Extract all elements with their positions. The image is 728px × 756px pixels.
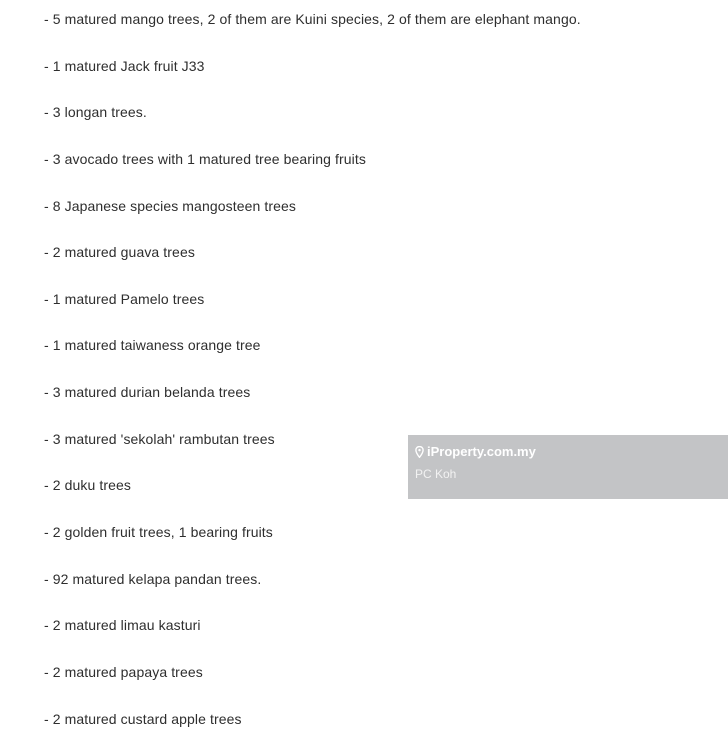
list-item: - 3 matured 'sekolah' rambutan trees xyxy=(44,430,275,447)
list-item: - 3 longan trees. xyxy=(44,104,147,121)
list-item: - 2 golden fruit trees, 1 bearing fruits xyxy=(44,524,273,541)
list-item: - 3 avocado trees with 1 matured tree bearing fruits xyxy=(44,150,366,167)
list-item: - 8 Japanese species mangosteen trees xyxy=(44,197,296,214)
list-item: - 1 matured Jack fruit J33 xyxy=(44,57,205,74)
list-item: - 92 matured kelapa pandan trees. xyxy=(44,570,262,587)
list-item: - 5 matured mango trees, 2 of them are Kuini species, 2 of them are elephant mango. xyxy=(44,11,581,27)
watermark-brand xyxy=(415,444,728,460)
list-item: - 2 matured guava trees xyxy=(44,244,195,261)
list-item: - 2 matured papaya trees xyxy=(44,663,203,680)
watermark-brand-text: iProperty.com.my xyxy=(427,444,536,459)
location-pin-icon xyxy=(415,446,424,458)
list-item: - 1 matured taiwaness orange tree xyxy=(44,337,261,354)
list-item: - 3 matured durian belanda trees xyxy=(44,384,251,401)
list-item: - 2 duku trees xyxy=(44,477,131,494)
list-item: - 2 matured limau kasturi xyxy=(44,617,201,634)
watermark-overlay xyxy=(408,435,728,499)
watermark-agent-name: PC Koh xyxy=(415,467,457,481)
tree-list xyxy=(44,10,704,756)
list-item: - 1 matured Pamelo trees xyxy=(44,290,205,307)
list-item: - 2 matured custard apple trees xyxy=(44,710,242,727)
